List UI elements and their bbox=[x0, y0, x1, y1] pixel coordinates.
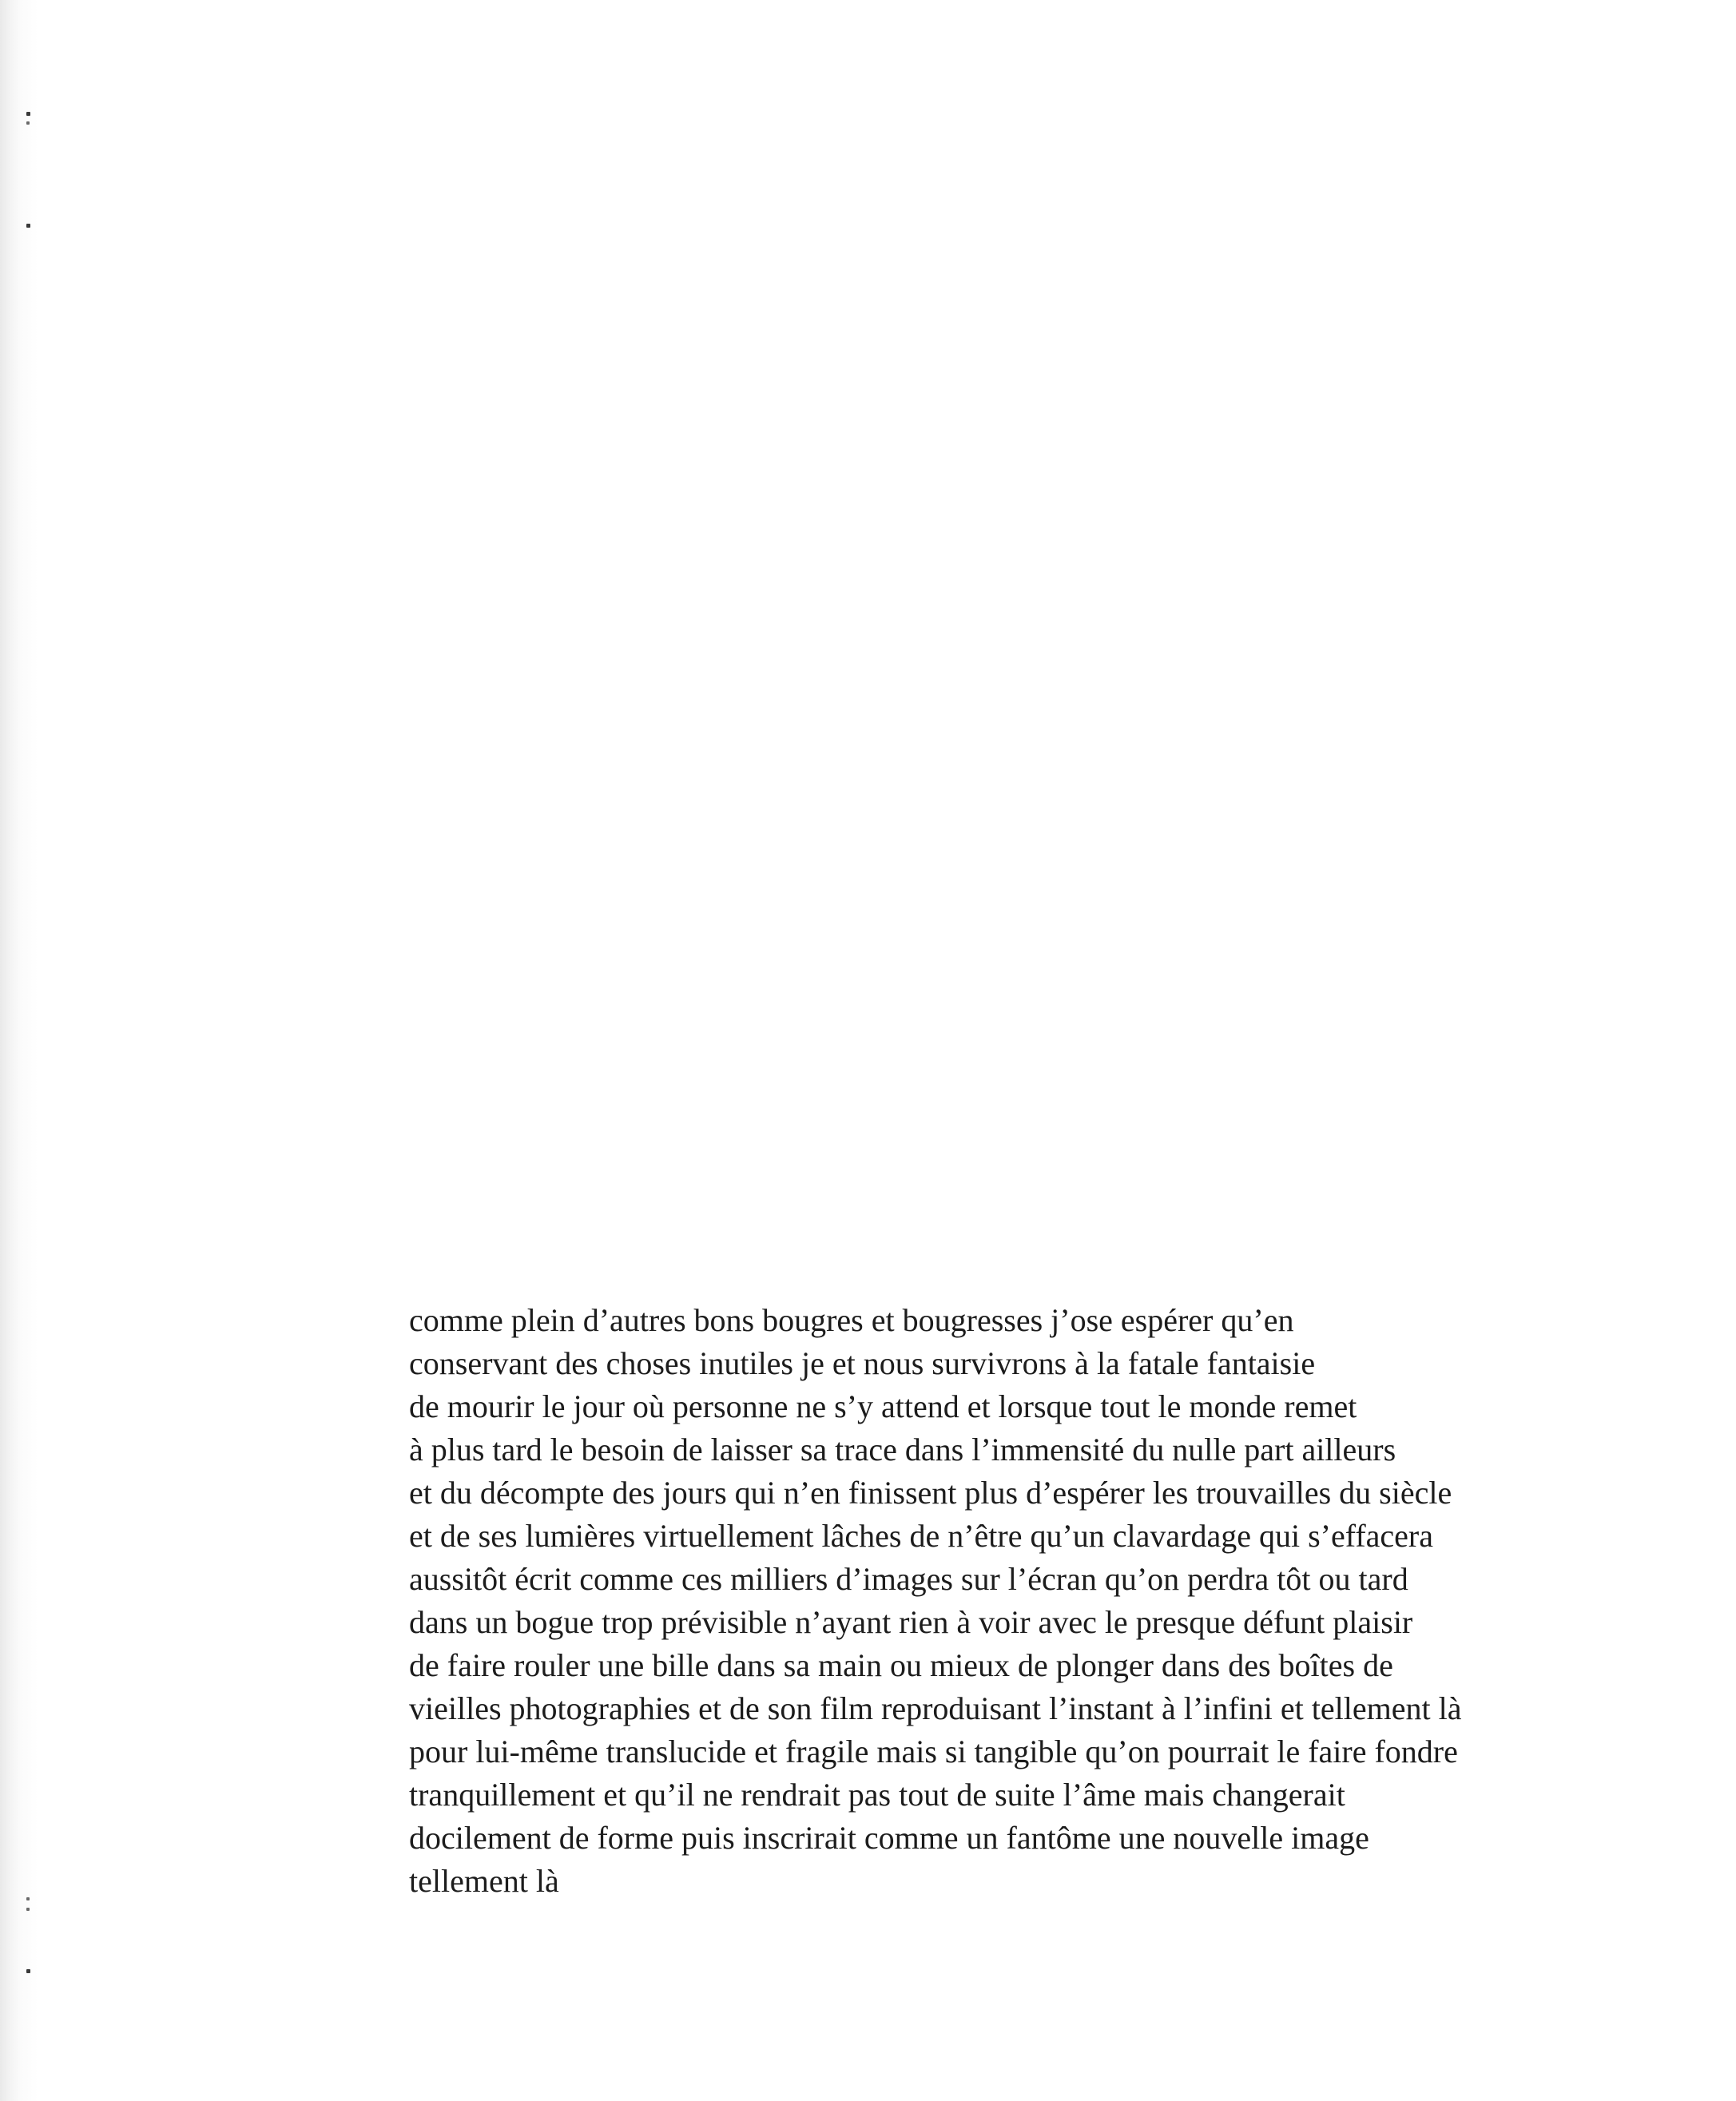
binding-mark bbox=[26, 224, 30, 228]
poem-line: aussitôt écrit comme ces milliers d’images sur l’écran qu’on perdra tôt ou tard bbox=[409, 1561, 1408, 1597]
poem-line: vieilles photographies et de son film reproduisant l’instant à l’infini et tellement là bbox=[409, 1690, 1462, 1726]
binding-mark bbox=[26, 121, 30, 125]
poem-text-block bbox=[409, 1299, 1655, 1903]
poem-line: et du décompte des jours qui n’en finissent plus d’espérer les trouvailles du siècle bbox=[409, 1475, 1452, 1511]
poem-line: tranquillement et qu’il ne rendrait pas tout de suite l’âme mais changerait bbox=[409, 1777, 1345, 1813]
binding-mark bbox=[26, 1897, 30, 1900]
poem-line: docilement de forme puis inscrirait comme un fantôme une nouvelle image bbox=[409, 1820, 1369, 1856]
poem-line: comme plein d’autres bons bougres et bougresses j’ose espérer qu’en bbox=[409, 1302, 1294, 1338]
poem-line: à plus tard le besoin de laisser sa trace dans l’immensité du nulle part ailleurs bbox=[409, 1432, 1396, 1468]
binding-mark bbox=[26, 1969, 30, 1973]
binding-mark bbox=[26, 1908, 30, 1911]
poem-line: pour lui-même translucide et fragile mais si tangible qu’on pourrait le faire fondre bbox=[409, 1734, 1458, 1769]
poem-line: conservant des choses inutiles je et nous survivrons à la fatale fantaisie bbox=[409, 1345, 1316, 1381]
poem-line: dans un bogue trop prévisible n’ayant rien à voir avec le presque défunt plaisir bbox=[409, 1604, 1413, 1640]
page-gutter-shadow bbox=[0, 0, 38, 2101]
poem-line: de faire rouler une bille dans sa main ou mieux de plonger dans des boîtes de bbox=[409, 1647, 1393, 1683]
binding-mark bbox=[26, 112, 30, 116]
poem-line: tellement là bbox=[409, 1863, 559, 1899]
poem-line: et de ses lumières virtuellement lâches de n’être qu’un clavardage qui s’effacera bbox=[409, 1518, 1433, 1554]
poem-line: de mourir le jour où personne ne s’y attend et lorsque tout le monde remet bbox=[409, 1388, 1357, 1424]
